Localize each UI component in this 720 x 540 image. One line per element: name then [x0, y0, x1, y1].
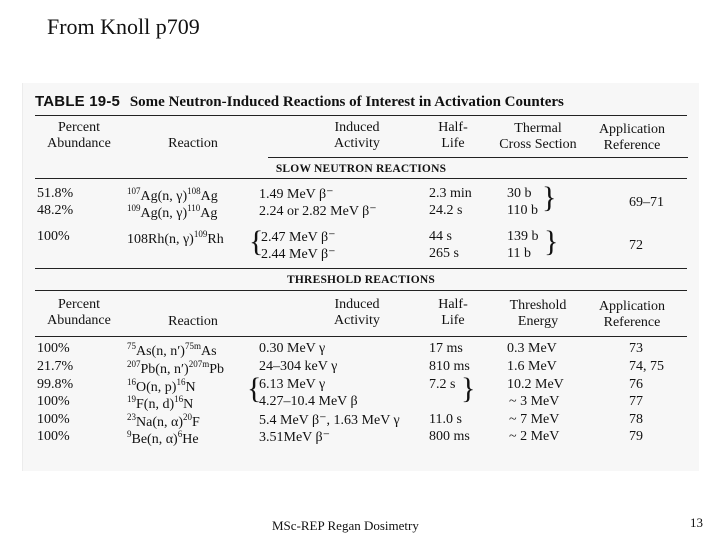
th-header-energy: Threshold Energy: [509, 298, 567, 329]
th-r1-halflife: 17 ms: [429, 341, 463, 356]
th-r6-halflife: 800 ms: [429, 429, 470, 444]
slow-r2-reaction: $^{109}$Ag(n, γ)$^{110}$Ag: [127, 203, 218, 221]
th-r6-ref: 79: [629, 429, 643, 444]
slow-r4-activity: 2.44 MeV β⁻: [261, 247, 336, 262]
slow-r2-abundance: 48.2%: [37, 203, 74, 218]
slow-r4-halflife: 265 s: [429, 246, 459, 261]
th-header-abundance: Percent Abundance: [47, 297, 111, 328]
th-r3-activity: 6.13 MeV γ: [259, 377, 326, 392]
th-r5-abundance: 100%: [37, 412, 70, 427]
header-reaction: Reaction: [168, 136, 218, 151]
table-label: TABLE 19-5: [35, 93, 121, 110]
th-r5-energy: ~ 7 MeV: [509, 412, 560, 427]
th-r2-ref: 74, 75: [629, 359, 664, 374]
slow-app-ref-rh: 72: [629, 238, 643, 253]
th-header-halflife: Half- Life: [438, 297, 468, 328]
th-r3-halflife: 7.2 s: [429, 377, 456, 392]
slow-r2-xs: 110 b: [507, 203, 538, 218]
th-r3-ref: 76: [629, 377, 643, 392]
brace-n16-right: }: [461, 372, 476, 405]
rule-threshold-c: [35, 336, 687, 337]
th-r6-energy: ~ 2 MeV: [509, 429, 560, 444]
th-r3-reaction: $^{16}$O(n, p)$^{16}$N: [127, 377, 196, 395]
rule-threshold-a: [35, 268, 687, 269]
slow-r3-abundance: 100%: [37, 229, 70, 244]
th-r2-activity: 24–304 keV γ: [259, 359, 338, 374]
header-activity: Induced Activity: [334, 120, 380, 151]
th-r3-abundance: 99.8%: [37, 377, 74, 392]
slow-r4-xs: 11 b: [507, 246, 531, 261]
slow-r1-abundance: 51.8%: [37, 186, 74, 201]
th-r1-energy: 0.3 MeV: [507, 341, 557, 356]
header-halflife: Half- Life: [438, 120, 468, 151]
slow-r3-activity: 2.47 MeV β⁻: [261, 230, 336, 245]
header-cross-section: Thermal Cross Section: [499, 121, 577, 152]
section-threshold: THRESHOLD REACTIONS: [287, 274, 435, 286]
slide-title: From Knoll p709: [47, 14, 200, 39]
brace-slow-rh: }: [544, 225, 559, 258]
table-title: Some Neutron-Induced Reactions of Interest in Activation Counters: [129, 94, 564, 110]
th-r6-activity: 3.51MeV β⁻: [259, 430, 331, 445]
th-r1-reaction: $^{75}$As(n, n′)$^{75m}$As: [127, 341, 217, 359]
rule-top: [35, 115, 687, 116]
slow-r1-reaction: $^{107}$Ag(n, γ)$^{108}$Ag: [127, 186, 218, 204]
scanned-table: [22, 83, 699, 471]
header-app-ref: Application Reference: [598, 122, 666, 153]
th-r5-halflife: 11.0 s: [429, 412, 462, 427]
slow-r3-reaction: 108Rh(n, γ)$^{109}$Rh: [127, 229, 224, 247]
rule-slow-a: [268, 157, 688, 158]
slow-r1-xs: 30 b: [507, 186, 532, 201]
brace-rh-left: {: [249, 225, 264, 258]
th-r4-abundance: 100%: [37, 394, 70, 409]
th-r4-activity: 4.27–10.4 MeV β: [259, 394, 358, 409]
brace-slow-ag: }: [542, 181, 557, 214]
page-number: 13: [690, 515, 703, 530]
th-r4-reaction: $^{19}$F(n, d)$^{16}$N: [127, 394, 194, 412]
th-header-app-ref: Application Reference: [598, 299, 666, 330]
slow-r1-activity: 1.49 MeV β⁻: [259, 187, 334, 202]
th-r4-energy: ~ 3 MeV: [509, 394, 560, 409]
th-r5-activity: 5.4 MeV β⁻, 1.63 MeV γ: [259, 413, 400, 428]
th-r2-abundance: 21.7%: [37, 359, 74, 374]
slow-r3-halflife: 44 s: [429, 229, 452, 244]
rule-threshold-b: [35, 290, 687, 291]
th-r5-reaction: $^{23}$Na(n, α)$^{20}$F: [127, 412, 200, 430]
slow-r3-xs: 139 b: [507, 229, 539, 244]
th-r6-abundance: 100%: [37, 429, 70, 444]
section-slow: SLOW NEUTRON REACTIONS: [275, 163, 447, 175]
table-heading: [35, 93, 564, 111]
th-r6-reaction: $^9$Be(n, α)$^6$He: [127, 429, 199, 447]
brace-n16-left: {: [247, 372, 262, 405]
th-r2-reaction: $^{207}$Pb(n, n′)$^{207m}$Pb: [127, 359, 224, 377]
th-r4-ref: 77: [629, 394, 643, 409]
th-r2-halflife: 810 ms: [429, 359, 470, 374]
th-r3-energy: 10.2 MeV: [507, 377, 564, 392]
th-r5-ref: 78: [629, 412, 643, 427]
slow-r1-halflife: 2.3 min: [429, 186, 472, 201]
th-header-reaction: Reaction: [168, 314, 218, 329]
header-abundance: Percent Abundance: [47, 120, 111, 151]
th-r1-activity: 0.30 MeV γ: [259, 341, 326, 356]
th-r1-abundance: 100%: [37, 341, 70, 356]
slow-r2-activity: 2.24 or 2.82 MeV β⁻: [259, 204, 377, 219]
th-r1-ref: 73: [629, 341, 643, 356]
th-r2-energy: 1.6 MeV: [507, 359, 557, 374]
th-header-activity: Induced Activity: [334, 297, 380, 328]
rule-slow-b: [35, 178, 687, 179]
footer-text: MSc-REP Regan Dosimetry: [272, 518, 419, 533]
slow-r2-halflife: 24.2 s: [429, 203, 463, 218]
slow-app-ref-ag: 69–71: [629, 195, 664, 210]
